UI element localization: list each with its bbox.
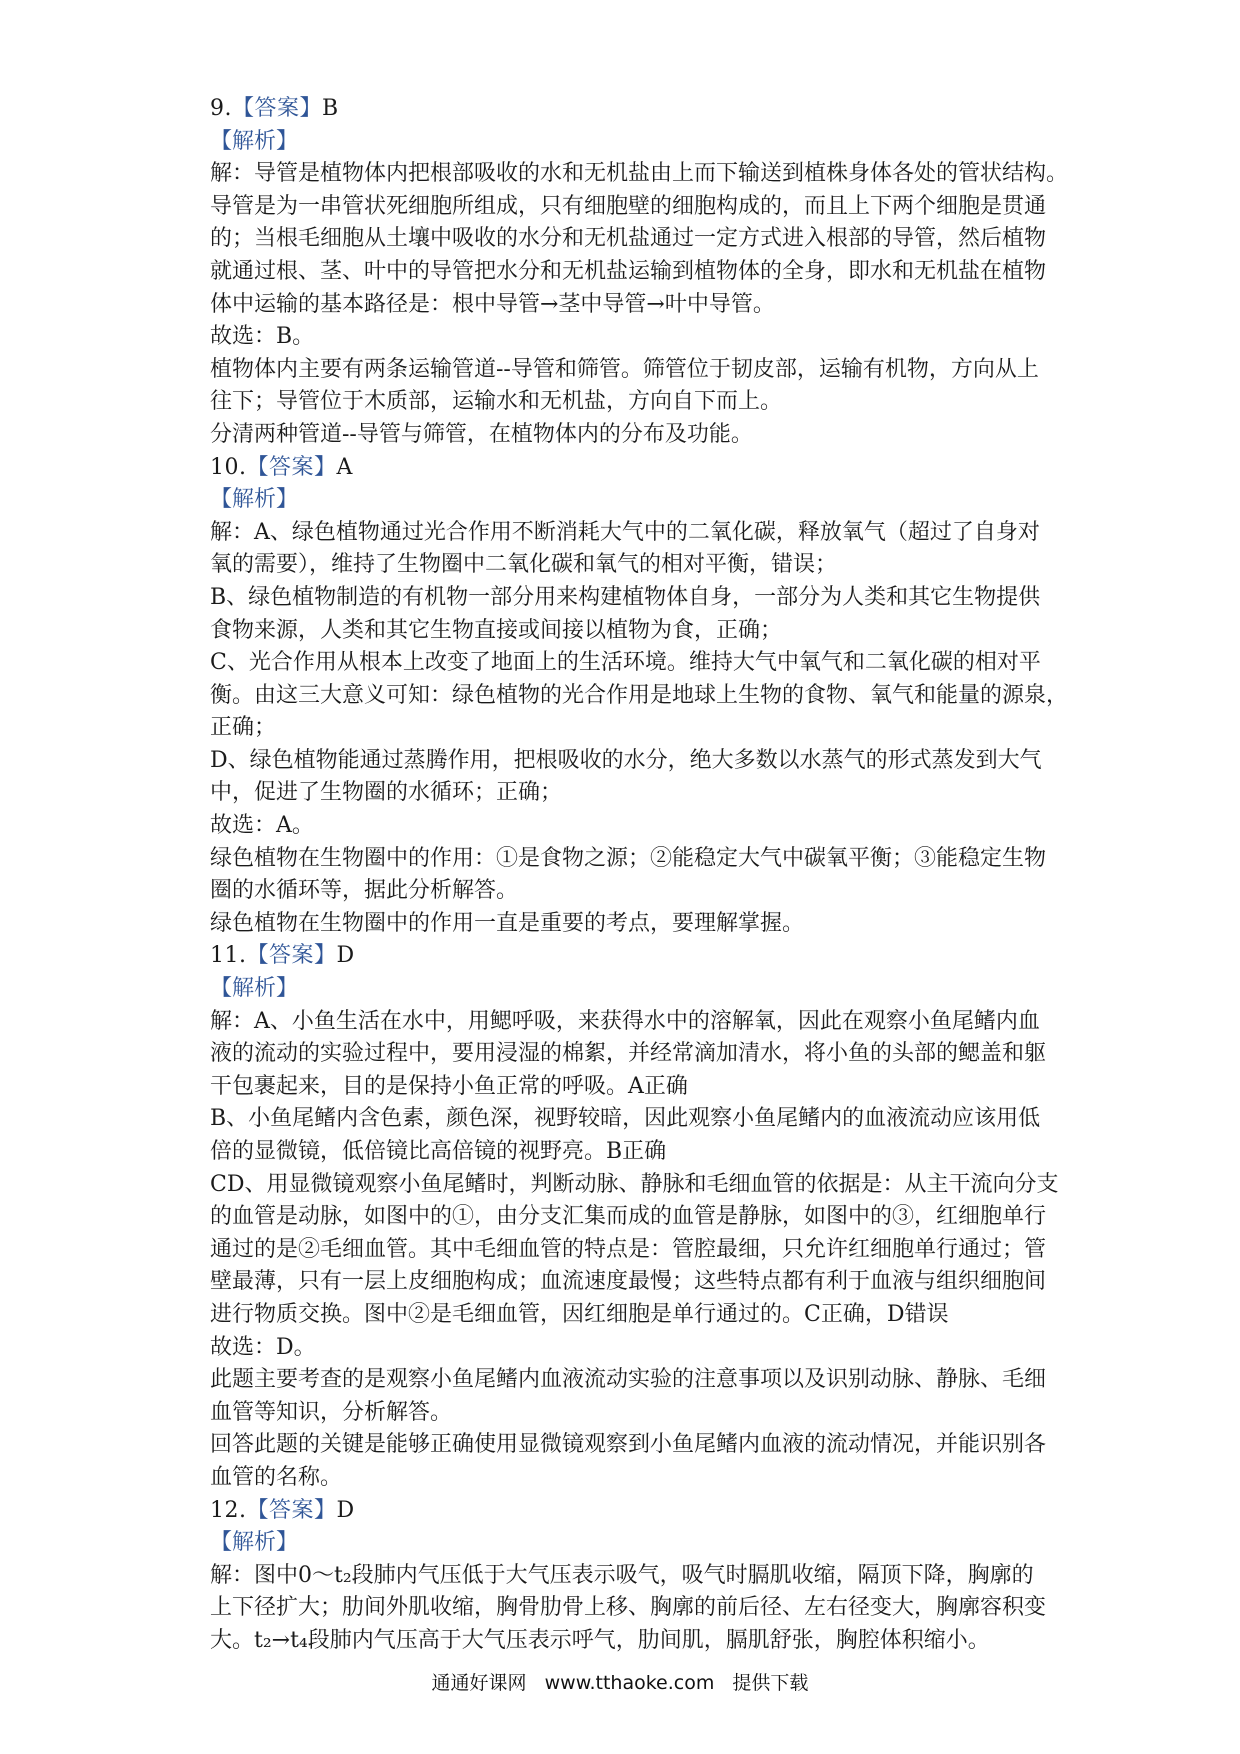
analysis-line: 食物来源，人类和其它生物直接或间接以植物为食，正确；	[210, 617, 783, 643]
answer-analysis-content	[210, 93, 1069, 1658]
answer-letter: D	[336, 943, 355, 969]
analysis-line: 液的流动的实验过程中，要用浸湿的棉絮，并经常滴加清水，将小鱼的头部的鳃盖和躯	[210, 1041, 1047, 1067]
analysis-line: 解：导管是植物体内把根部吸收的水和无机盐由上而下输送到植株身体各处的管状结构。	[210, 161, 1069, 187]
analysis-line: CD、用显微镜观察小鱼尾鳍时，判断动脉、静脉和毛细血管的依据是：从主干流向分支	[210, 1171, 1059, 1197]
analysis-line: 进行物质交换。图中②是毛细血管，因红细胞是单行通过的。C正确，D错误	[210, 1301, 949, 1327]
question-number: 10.	[210, 454, 247, 480]
analysis-line: C、光合作用从根本上改变了地面上的生活环境。维持大气中氧气和二氧化碳的相对平	[210, 650, 1041, 676]
analysis-line: 此题主要考查的是观察小鱼尾鳍内血液流动实验的注意事项以及识别动脉、静脉、毛细	[210, 1367, 1047, 1393]
analysis-line: 故选：A。	[210, 813, 314, 839]
analysis-line: 体中运输的基本路径是：根中导管→茎中导管→叶中导管。	[210, 291, 775, 317]
analysis-line: 正确；	[210, 715, 277, 741]
footer-note: 提供下载	[732, 1672, 809, 1694]
analysis-line: 衡。由这三大意义可知：绿色植物的光合作用是地球上生物的食物、氧气和能量的源泉，	[210, 682, 1069, 708]
analysis-tag: 【解析】	[210, 1530, 299, 1556]
analysis-line: 倍的显微镜，低倍镜比高倍镜的视野亮。B正确	[210, 1139, 667, 1164]
analysis-line: 血管的名称。	[210, 1464, 343, 1490]
answer-header	[210, 940, 1040, 973]
analysis-line: 干包裹起来，目的是保持小鱼正常的呼吸。A正确	[210, 1073, 688, 1099]
answer-header	[210, 1495, 1040, 1528]
footer-site-name: 通通好课网	[431, 1672, 527, 1694]
analysis-line: 通过的是②毛细血管。其中毛细血管的特点是：管腔最细，只允许红细胞单行通过；管	[210, 1236, 1047, 1262]
analysis-line: 回答此题的关键是能够正确使用显微镜观察到小鱼尾鳍内血液的流动情况，并能识别各	[210, 1432, 1047, 1458]
page-footer	[0, 1668, 1240, 1695]
analysis-line: 解：A、小鱼生活在水中，用鳃呼吸，来获得水中的溶解氧，因此在观察小鱼尾鳍内血	[210, 1008, 1040, 1034]
analysis-line: 就通过根、茎、叶中的导管把水分和无机盐运输到植物体的全身，即水和无机盐在植物	[210, 258, 1047, 284]
analysis-line: 圈的水循环等，据此分析解答。	[210, 878, 519, 904]
question-block-q11	[210, 940, 1059, 1494]
question-number: 12.	[210, 1497, 247, 1523]
analysis-line: 分清两种管道--导管与筛管，在植物体内的分布及功能。	[210, 421, 753, 447]
analysis-line: B、小鱼尾鳍内含色素，颜色深，视野较暗，因此观察小鱼尾鳍内的血液流动应该用低	[210, 1106, 1041, 1132]
analysis-tag: 【解析】	[210, 487, 299, 513]
analysis-line: 往下；导管位于木质部，运输水和无机盐，方向自下而上。	[210, 389, 783, 415]
footer-url[interactable]: www.tthaoke.com	[544, 1672, 715, 1694]
analysis-tag: 【解析】	[210, 976, 299, 1002]
analysis-line: 绿色植物在生物圈中的作用：①是食物之源；②能稳定大气中碳氧平衡；③能稳定生物	[210, 845, 1047, 871]
analysis-line: 植物体内主要有两条运输管道--导管和筛管。筛管位于韧皮部，运输有机物，方向从上	[210, 356, 1039, 382]
analysis-line: 血管等知识，分析解答。	[210, 1399, 453, 1425]
analysis-tag: 【解析】	[210, 128, 299, 154]
analysis-line: B、绿色植物制造的有机物一部分用来构建植物体自身，一部分为人类和其它生物提供	[210, 584, 1041, 610]
answer-header	[210, 452, 1040, 485]
question-number: 11.	[210, 943, 247, 969]
question-block-q12	[210, 1495, 1047, 1658]
question-block-q10	[210, 452, 1069, 941]
answer-letter: D	[336, 1497, 355, 1523]
analysis-line: 解：图中0～t₂段肺内气压低于大气压表示吸气，吸气时膈肌收缩，隔顶下降，胸廓的	[210, 1562, 1034, 1588]
analysis-line: 解：A、绿色植物通过光合作用不断消耗大气中的二氧化碳，释放氧气（超过了自身对	[210, 519, 1040, 545]
analysis-line: 导管是为一串管状死细胞所组成，只有细胞壁的细胞构成的，而且上下两个细胞是贯通	[210, 193, 1047, 219]
analysis-line: 壁最薄，只有一层上皮细胞构成；血流速度最慢；这些特点都有利于血液与组织细胞间	[210, 1269, 1047, 1295]
analysis-line: 上下径扩大；肋间外肌收缩，胸骨肋骨上移、胸廓的前后径、左右径变大，胸廓容积变	[210, 1595, 1047, 1621]
question-block-q9	[210, 93, 1069, 452]
analysis-line: 大。t₂→t₄段肺内气压高于大气压表示呼气，肋间肌，膈肌舒张，胸腔体积缩小。	[210, 1627, 990, 1653]
analysis-line: 绿色植物在生物圈中的作用一直是重要的考点，要理解掌握。	[210, 910, 805, 936]
analysis-line: 的血管是动脉，如图中的①，由分支汇集而成的血管是静脉，如图中的③，红细胞单行	[210, 1204, 1047, 1230]
analysis-line: 故选：D。	[210, 1334, 316, 1360]
answer-tag: 【答案】	[246, 454, 337, 480]
analysis-line: 中，促进了生物圈的水循环；正确；	[210, 780, 563, 806]
answer-tag: 【答案】	[246, 943, 337, 969]
answer-header	[210, 93, 1040, 126]
analysis-line: 故选：B。	[210, 324, 315, 350]
answer-letter: A	[336, 454, 353, 480]
answer-tag: 【答案】	[232, 96, 323, 121]
answer-letter: B	[322, 96, 339, 121]
analysis-line: D、绿色植物能通过蒸腾作用，把根吸收的水分，绝大多数以水蒸气的形式蒸发到大气	[210, 747, 1042, 773]
question-number: 9.	[210, 96, 232, 121]
analysis-line: 的；当根毛细胞从土壤中吸收的水分和无机盐通过一定方式进入根部的导管，然后植物	[210, 226, 1047, 252]
analysis-line: 氧的需要），维持了生物圈中二氧化碳和氧气的相对平衡，错误；	[210, 552, 838, 578]
answer-tag: 【答案】	[246, 1497, 337, 1523]
